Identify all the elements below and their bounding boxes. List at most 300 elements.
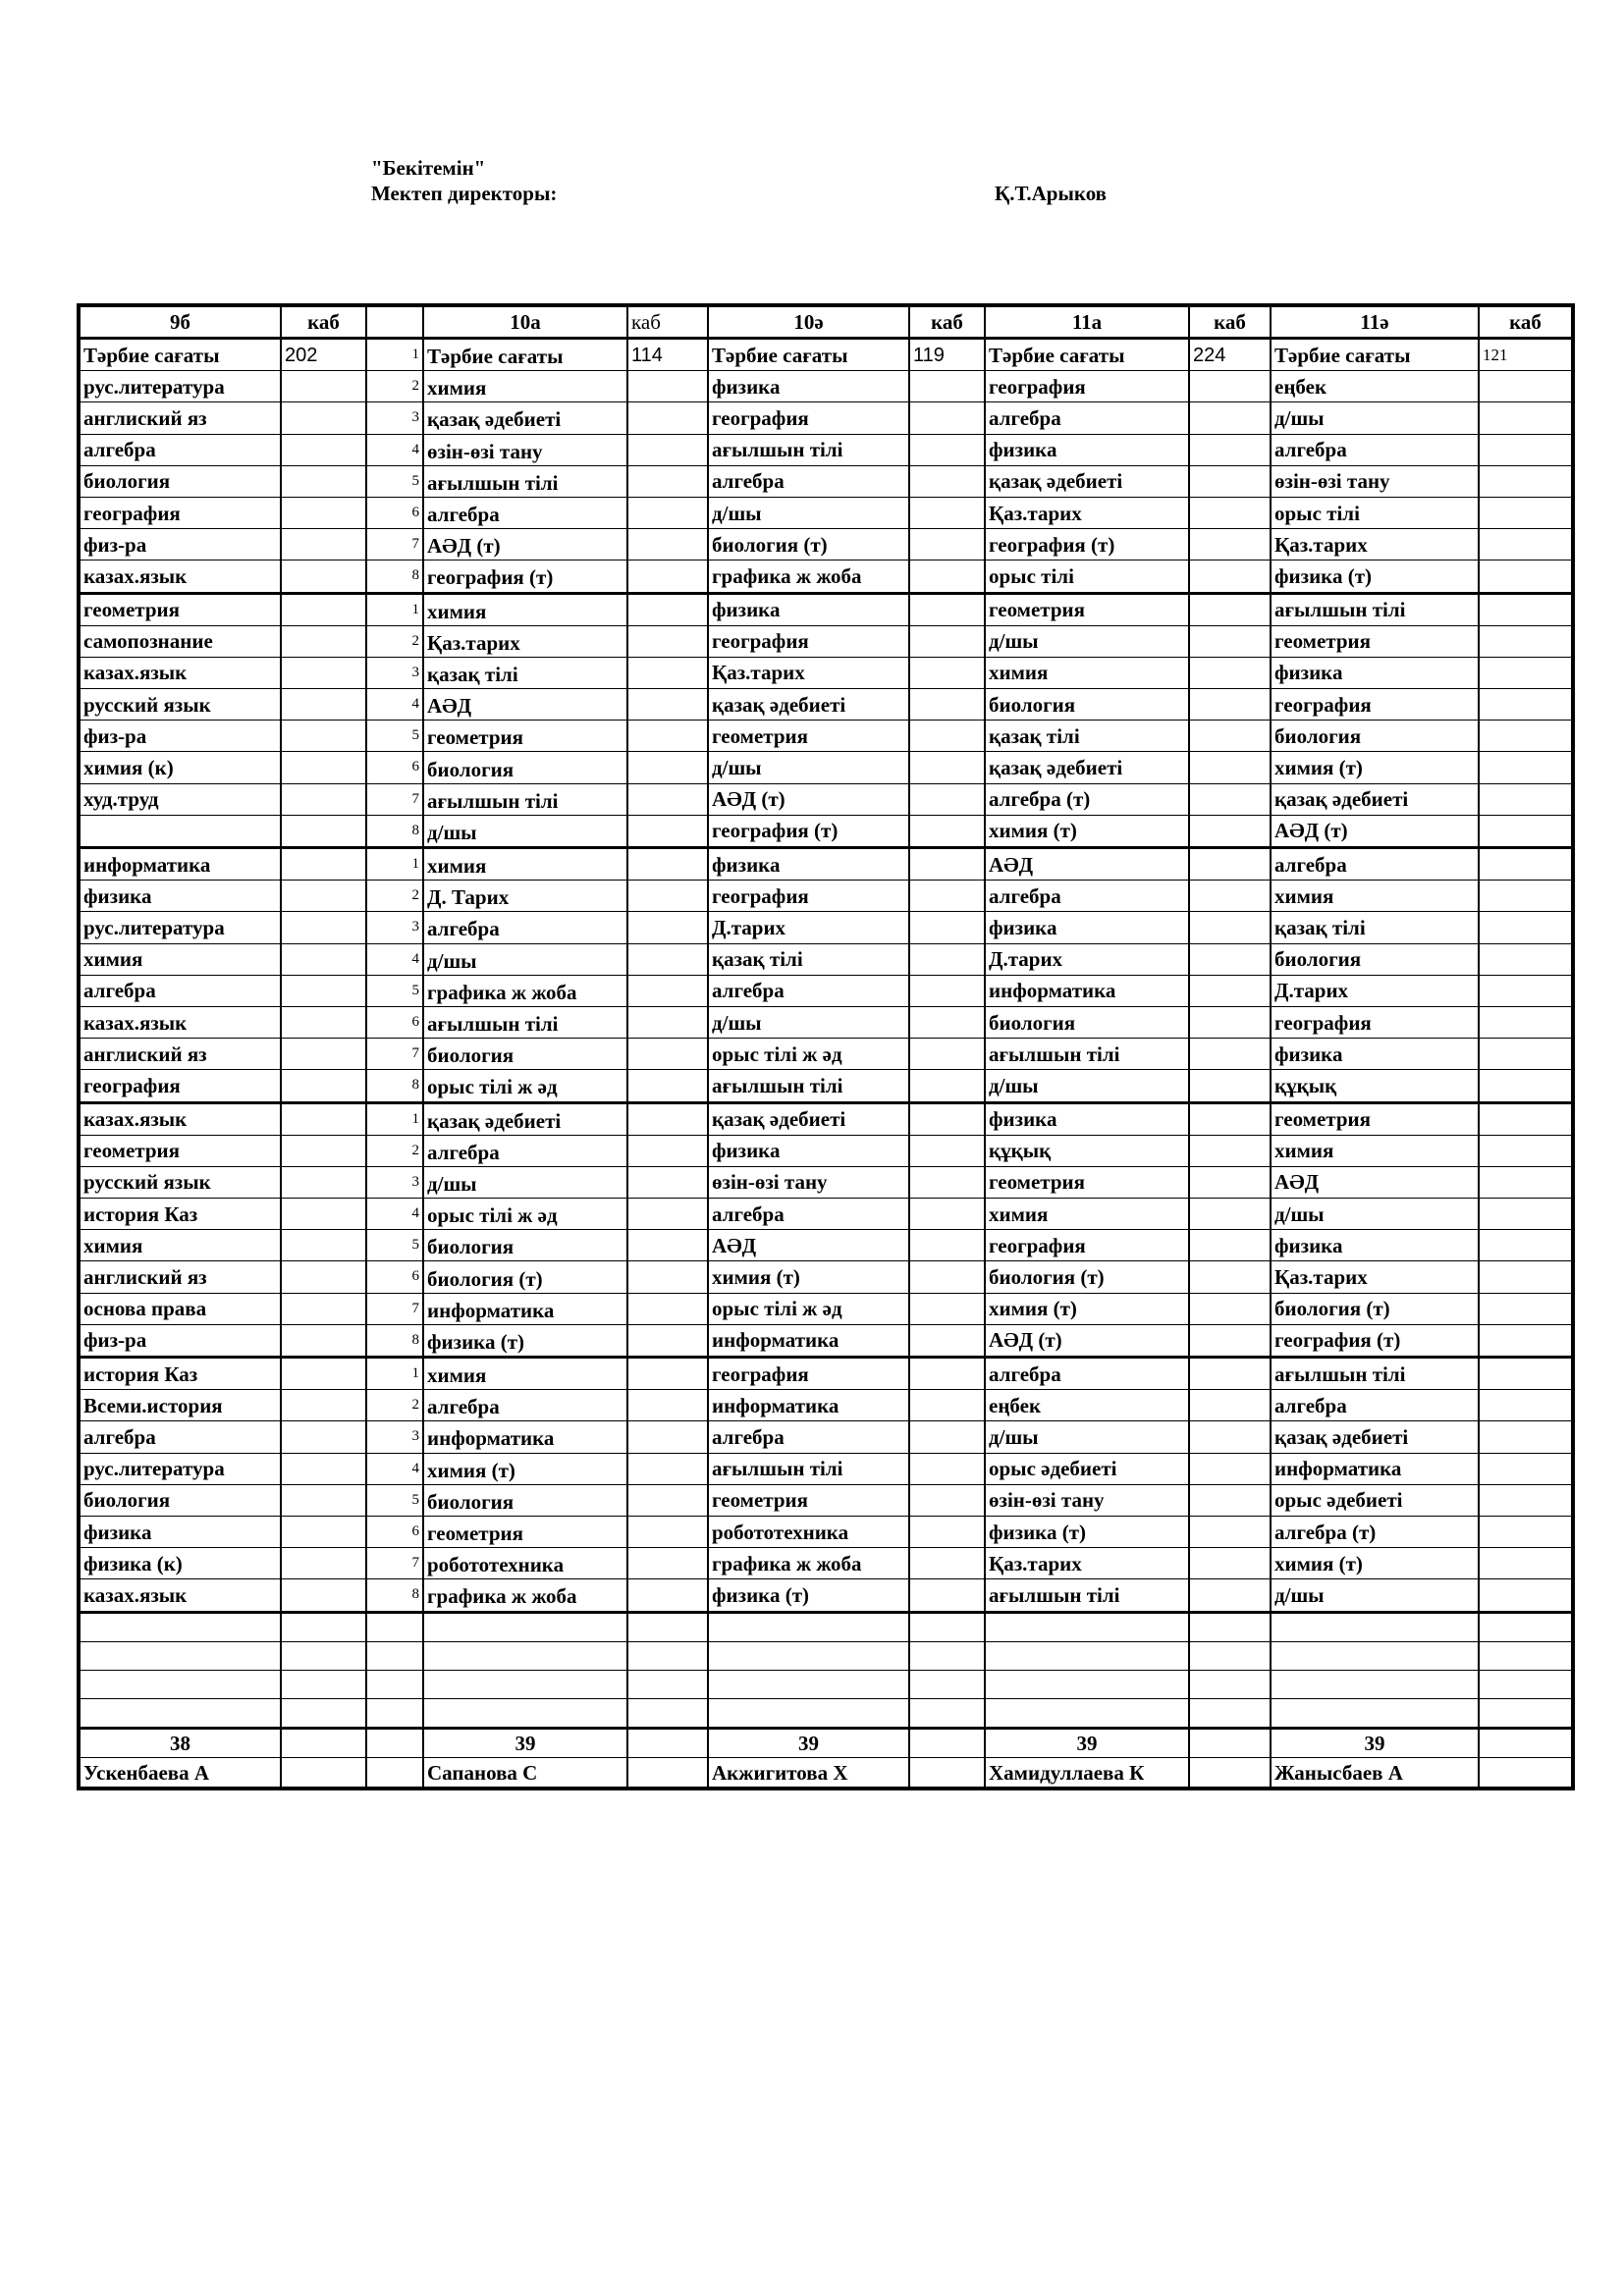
header-kab: каб [909, 305, 985, 339]
subject-11a: химия [985, 1199, 1189, 1230]
room-10a [627, 752, 708, 783]
subject-9b: химия [79, 943, 281, 975]
room-9b [281, 1039, 366, 1070]
subject-10a: д/шы [423, 943, 627, 975]
subject-11e: өзін-өзі тану [1271, 465, 1479, 497]
subject-10e: графика ж жоба [708, 1548, 909, 1579]
room-11e [1479, 1230, 1573, 1261]
room-9b [281, 1293, 366, 1324]
teacher-9b: Ускенбаева А [79, 1758, 281, 1789]
subject-10e: география [708, 881, 909, 912]
room-9b [281, 371, 366, 402]
room-11a [1189, 625, 1271, 657]
lesson-number: 8 [366, 815, 423, 847]
subject-10a: алгебра [423, 1135, 627, 1166]
subject-9b: биология [79, 465, 281, 497]
blank-cell [281, 1699, 366, 1729]
subject-10e: физика [708, 371, 909, 402]
blank-cell [366, 1699, 423, 1729]
room-11a [1189, 1484, 1271, 1516]
subject-10a: АӘД [423, 689, 627, 721]
lesson-number: 7 [366, 529, 423, 561]
subject-9b: англиский яз [79, 1261, 281, 1293]
room-9b [281, 1516, 366, 1547]
table-row [79, 465, 1573, 497]
room-10a: 114 [627, 339, 708, 371]
room-11e [1479, 657, 1573, 688]
table-row [79, 529, 1573, 561]
blank-cell [366, 1612, 423, 1641]
blank-row [79, 1641, 1573, 1670]
room-11a [1189, 1166, 1271, 1198]
lesson-number: 5 [366, 721, 423, 752]
room-10e [909, 881, 985, 912]
subject-11e: география [1271, 1006, 1479, 1038]
subject-9b: алгебра [79, 434, 281, 465]
table-row [79, 1006, 1573, 1038]
teacher-kab-10a [627, 1758, 708, 1789]
blank-cell [1479, 1670, 1573, 1698]
subject-10a: биология (т) [423, 1261, 627, 1293]
header-kab: каб [1479, 305, 1573, 339]
subject-9b: геометрия [79, 593, 281, 625]
lesson-number: 5 [366, 465, 423, 497]
room-10a [627, 1516, 708, 1547]
room-10e [909, 721, 985, 752]
room-10a [627, 593, 708, 625]
subject-9b: физ-ра [79, 529, 281, 561]
subject-10a: орыс тілі ж әд [423, 1070, 627, 1102]
total-hours-kab-11a [1189, 1729, 1271, 1758]
room-9b [281, 1102, 366, 1135]
blank-cell [1479, 1641, 1573, 1670]
teachers-row [79, 1758, 1573, 1789]
subject-10e: ағылшын тілі [708, 1453, 909, 1484]
blank-cell [985, 1612, 1189, 1641]
subject-11a: құқық [985, 1135, 1189, 1166]
subject-11a: д/шы [985, 1070, 1189, 1102]
subject-11a: алгебра [985, 1358, 1189, 1390]
subject-9b: казах.язык [79, 657, 281, 688]
approval-title: "Бекітемін" [371, 156, 486, 180]
blank-cell [1189, 1670, 1271, 1698]
subject-11a: химия (т) [985, 815, 1189, 847]
table-row [79, 371, 1573, 402]
lesson-number: 8 [366, 1579, 423, 1612]
room-11e [1479, 497, 1573, 528]
room-11e [1479, 1421, 1573, 1453]
subject-10a: информатика [423, 1293, 627, 1324]
room-11a [1189, 1230, 1271, 1261]
room-10a [627, 815, 708, 847]
lesson-number: 4 [366, 689, 423, 721]
subject-11a: география [985, 371, 1189, 402]
subject-11e: АӘД (т) [1271, 815, 1479, 847]
blank-cell [366, 1670, 423, 1698]
room-10e [909, 1006, 985, 1038]
room-10e [909, 593, 985, 625]
room-11e [1479, 1358, 1573, 1390]
room-11a [1189, 1453, 1271, 1484]
lesson-number: 2 [366, 881, 423, 912]
room-10a [627, 1006, 708, 1038]
subject-11a: алгебра (т) [985, 783, 1189, 815]
table-row [79, 339, 1573, 371]
subject-10a: геометрия [423, 1516, 627, 1547]
blank-cell [1271, 1612, 1479, 1641]
room-9b [281, 1358, 366, 1390]
blank-cell [1189, 1612, 1271, 1641]
blank-row [79, 1612, 1573, 1641]
lesson-number: 5 [366, 1230, 423, 1261]
blank-cell [1271, 1641, 1479, 1670]
room-11a: 224 [1189, 339, 1271, 371]
lesson-number: 3 [366, 402, 423, 434]
room-11e [1479, 881, 1573, 912]
room-10e [909, 465, 985, 497]
lesson-number: 8 [366, 1070, 423, 1102]
subject-10e: физика (т) [708, 1579, 909, 1612]
lesson-number: 5 [366, 975, 423, 1006]
subject-9b: Тәрбие сағаты [79, 339, 281, 371]
subject-10a: робототехника [423, 1548, 627, 1579]
subject-11e: география (т) [1271, 1324, 1479, 1357]
table-row [79, 881, 1573, 912]
subject-11a: АӘД [985, 848, 1189, 881]
room-11a [1189, 1039, 1271, 1070]
room-9b [281, 912, 366, 943]
room-9b [281, 1261, 366, 1293]
timetable [77, 303, 1575, 1790]
room-10a [627, 465, 708, 497]
room-10a [627, 625, 708, 657]
room-11e [1479, 1135, 1573, 1166]
room-11a [1189, 561, 1271, 593]
subject-10a: химия [423, 593, 627, 625]
table-row [79, 1135, 1573, 1166]
room-11e [1479, 783, 1573, 815]
room-10a [627, 1421, 708, 1453]
header-row [79, 305, 1573, 339]
subject-11e: АӘД [1271, 1166, 1479, 1198]
subject-10e: алгебра [708, 1199, 909, 1230]
teacher-11e: Жанысбаев А [1271, 1758, 1479, 1789]
room-10e [909, 815, 985, 847]
director-position: Мектеп директоры: [371, 182, 558, 205]
room-9b [281, 1390, 366, 1421]
room-10a [627, 371, 708, 402]
table-row [79, 1199, 1573, 1230]
room-10a [627, 783, 708, 815]
room-11a [1189, 1293, 1271, 1324]
total-hours-10a: 39 [423, 1729, 627, 1758]
room-11a [1189, 783, 1271, 815]
table-row [79, 1324, 1573, 1357]
room-11e [1479, 465, 1573, 497]
subject-11a: д/шы [985, 1421, 1189, 1453]
total-hours-11a: 39 [985, 1729, 1189, 1758]
room-10e [909, 1070, 985, 1102]
subject-10a: информатика [423, 1421, 627, 1453]
subject-11e: орыс тілі [1271, 497, 1479, 528]
subject-10e: д/шы [708, 497, 909, 528]
header-class-9b: 9б [79, 305, 281, 339]
blank-cell [909, 1699, 985, 1729]
room-11a [1189, 1102, 1271, 1135]
blank-cell [708, 1612, 909, 1641]
room-9b [281, 625, 366, 657]
subject-11e: алгебра [1271, 1390, 1479, 1421]
subject-9b: англиский яз [79, 1039, 281, 1070]
subject-11e: геометрия [1271, 1102, 1479, 1135]
room-11e [1479, 1199, 1573, 1230]
teacher-kab-11a [1189, 1758, 1271, 1789]
room-10a [627, 1102, 708, 1135]
subject-11e: география [1271, 689, 1479, 721]
room-11a [1189, 497, 1271, 528]
blank-cell [423, 1699, 627, 1729]
subject-9b [79, 815, 281, 847]
subject-10a: алгебра [423, 497, 627, 528]
room-10a [627, 529, 708, 561]
subject-10e: д/шы [708, 752, 909, 783]
header-kab: каб [1189, 305, 1271, 339]
room-11a [1189, 371, 1271, 402]
room-11a [1189, 1070, 1271, 1102]
subject-11e: Д.тарих [1271, 975, 1479, 1006]
subject-9b: рус.литература [79, 912, 281, 943]
subject-10e: геометрия [708, 721, 909, 752]
room-9b [281, 497, 366, 528]
subject-11a: геометрия [985, 1166, 1189, 1198]
room-11e [1479, 975, 1573, 1006]
room-9b [281, 1006, 366, 1038]
blank-cell [708, 1641, 909, 1670]
room-10e [909, 625, 985, 657]
subject-10a: химия [423, 848, 627, 881]
blank-row [79, 1699, 1573, 1729]
lesson-number: 3 [366, 657, 423, 688]
subject-11e: физика [1271, 1039, 1479, 1070]
blank-cell [1189, 1641, 1271, 1670]
room-9b [281, 815, 366, 847]
room-11a [1189, 1006, 1271, 1038]
blank-cell [423, 1670, 627, 1698]
room-10e [909, 1166, 985, 1198]
subject-9b: казах.язык [79, 1006, 281, 1038]
subject-9b: биология [79, 1484, 281, 1516]
subject-11a: биология [985, 689, 1189, 721]
subject-9b: физика [79, 1516, 281, 1547]
table-row [79, 815, 1573, 847]
subject-11a: физика [985, 1102, 1189, 1135]
blank-cell [79, 1612, 281, 1641]
blank-cell [909, 1641, 985, 1670]
room-9b [281, 1484, 366, 1516]
room-11a [1189, 657, 1271, 688]
room-10e [909, 1261, 985, 1293]
total-hours-kab-10e [909, 1729, 985, 1758]
table-row [79, 721, 1573, 752]
room-10e [909, 848, 985, 881]
room-9b [281, 848, 366, 881]
room-10a [627, 975, 708, 1006]
room-11e [1479, 1516, 1573, 1547]
subject-11a: Д.тарих [985, 943, 1189, 975]
room-11e [1479, 1484, 1573, 1516]
room-9b [281, 752, 366, 783]
room-10a [627, 689, 708, 721]
subject-11e: геометрия [1271, 625, 1479, 657]
table-row [79, 1548, 1573, 1579]
subject-9b: история Каз [79, 1358, 281, 1390]
subject-11e: химия (т) [1271, 1548, 1479, 1579]
table-row [79, 657, 1573, 688]
table-row [79, 1230, 1573, 1261]
lesson-number: 2 [366, 1135, 423, 1166]
room-9b [281, 1230, 366, 1261]
room-11e [1479, 1166, 1573, 1198]
room-11e [1479, 529, 1573, 561]
subject-11e: физика [1271, 1230, 1479, 1261]
table-row [79, 1484, 1573, 1516]
subject-11a: орыс тілі [985, 561, 1189, 593]
subject-11e: физика (т) [1271, 561, 1479, 593]
room-10a [627, 912, 708, 943]
subject-10a: Қаз.тарих [423, 625, 627, 657]
subject-10a: қазақ әдебиеті [423, 402, 627, 434]
subject-11a: д/шы [985, 625, 1189, 657]
room-10e [909, 657, 985, 688]
subject-9b: история Каз [79, 1199, 281, 1230]
room-9b [281, 881, 366, 912]
subject-11a: химия (т) [985, 1293, 1189, 1324]
room-9b [281, 721, 366, 752]
room-10a [627, 1324, 708, 1357]
room-11a [1189, 1261, 1271, 1293]
room-11a [1189, 1421, 1271, 1453]
subject-11a: Қаз.тарих [985, 497, 1189, 528]
blank-cell [366, 1641, 423, 1670]
subject-10e: қазақ әдебиеті [708, 1102, 909, 1135]
subject-11e: Тәрбие сағаты [1271, 339, 1479, 371]
room-10e [909, 1579, 985, 1612]
room-11e [1479, 1453, 1573, 1484]
lesson-number: 6 [366, 1006, 423, 1038]
subject-10e: алгебра [708, 975, 909, 1006]
room-9b [281, 561, 366, 593]
room-10a [627, 434, 708, 465]
room-11e [1479, 1548, 1573, 1579]
subject-11a: ағылшын тілі [985, 1039, 1189, 1070]
subject-9b: казах.язык [79, 1102, 281, 1135]
room-11e [1479, 943, 1573, 975]
totals-row [79, 1729, 1573, 1758]
room-10a [627, 1358, 708, 1390]
room-11a [1189, 912, 1271, 943]
approval-block [371, 155, 557, 206]
table-row [79, 1579, 1573, 1612]
header-kab: каб [627, 305, 708, 339]
teacher-number [366, 1758, 423, 1789]
lesson-number: 4 [366, 1199, 423, 1230]
subject-9b: физ-ра [79, 721, 281, 752]
subject-10e: робототехника [708, 1516, 909, 1547]
room-9b [281, 1199, 366, 1230]
subject-9b: физ-ра [79, 1324, 281, 1357]
subject-10a: қазақ тілі [423, 657, 627, 688]
subject-11a: ағылшын тілі [985, 1579, 1189, 1612]
table-row [79, 943, 1573, 975]
subject-9b: физика (к) [79, 1548, 281, 1579]
room-10a [627, 1166, 708, 1198]
teacher-10e: Акжигитова Х [708, 1758, 909, 1789]
room-10a [627, 1135, 708, 1166]
room-11a [1189, 1516, 1271, 1547]
subject-10e: Қаз.тарих [708, 657, 909, 688]
blank-cell [281, 1641, 366, 1670]
subject-9b: география [79, 497, 281, 528]
blank-cell [1271, 1670, 1479, 1698]
room-10a [627, 1453, 708, 1484]
room-10a [627, 1199, 708, 1230]
total-hours-kab-10a [627, 1729, 708, 1758]
lesson-number: 4 [366, 1453, 423, 1484]
blank-cell [627, 1670, 708, 1698]
room-11e: 121 [1479, 339, 1573, 371]
room-9b: 202 [281, 339, 366, 371]
table-row [79, 434, 1573, 465]
room-11e [1479, 371, 1573, 402]
table-row [79, 848, 1573, 881]
subject-11a: биология [985, 1006, 1189, 1038]
total-hours-10e: 39 [708, 1729, 909, 1758]
blank-cell [79, 1641, 281, 1670]
room-10e [909, 1135, 985, 1166]
subject-10a: д/шы [423, 815, 627, 847]
room-11a [1189, 848, 1271, 881]
table-row [79, 1293, 1573, 1324]
lesson-number: 7 [366, 1039, 423, 1070]
subject-11e: алгебра [1271, 434, 1479, 465]
subject-10e: Д.тарих [708, 912, 909, 943]
subject-11a: қазақ тілі [985, 721, 1189, 752]
subject-10e: информатика [708, 1390, 909, 1421]
room-9b [281, 1548, 366, 1579]
room-11a [1189, 1390, 1271, 1421]
subject-10e: физика [708, 1135, 909, 1166]
subject-10a: биология [423, 1230, 627, 1261]
blank-cell [627, 1699, 708, 1729]
subject-10e: өзін-өзі тану [708, 1166, 909, 1198]
room-11a [1189, 943, 1271, 975]
subject-9b: география [79, 1070, 281, 1102]
room-9b [281, 434, 366, 465]
subject-9b: худ.труд [79, 783, 281, 815]
room-9b [281, 1579, 366, 1612]
table-row [79, 593, 1573, 625]
subject-11e: физика [1271, 657, 1479, 688]
room-10a [627, 1390, 708, 1421]
table-row [79, 561, 1573, 593]
room-11a [1189, 721, 1271, 752]
lesson-number: 2 [366, 1390, 423, 1421]
subject-11a: орыс әдебиеті [985, 1453, 1189, 1484]
subject-11a: физика [985, 434, 1189, 465]
table-row [79, 752, 1573, 783]
room-10e [909, 783, 985, 815]
lesson-number: 4 [366, 434, 423, 465]
